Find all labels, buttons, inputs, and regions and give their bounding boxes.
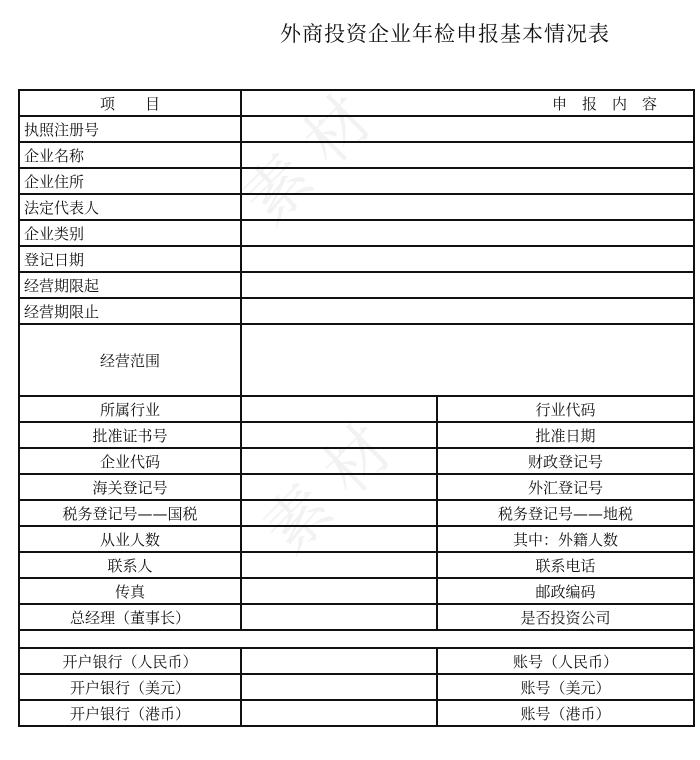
pair-right-label: 其中：外籍人数 xyxy=(437,526,694,552)
bank-input-cell[interactable] xyxy=(241,674,437,700)
pair-left-input-cell[interactable] xyxy=(241,552,437,578)
row-label: 企业住所 xyxy=(19,168,241,194)
row-label: 企业类别 xyxy=(19,220,241,246)
pair-left-input-cell[interactable] xyxy=(241,500,437,526)
table-row xyxy=(19,500,694,526)
value-input-cell[interactable] xyxy=(241,168,694,194)
header-item-cell: 项 目 xyxy=(19,90,241,116)
table-row xyxy=(19,526,694,552)
scope-input-cell[interactable] xyxy=(241,324,694,396)
table-row xyxy=(19,448,694,474)
pair-left-input-cell[interactable] xyxy=(241,526,437,552)
bank-right-label: 账号（港币） xyxy=(437,700,694,726)
pair-right-label: 邮政编码 xyxy=(437,578,694,604)
watermark: 素 材 xyxy=(229,81,388,239)
table-row xyxy=(19,396,694,422)
table-row xyxy=(19,272,694,298)
bank-input-cell[interactable] xyxy=(241,700,437,726)
bank-right-label: 账号（美元） xyxy=(437,674,694,700)
value-input-cell[interactable] xyxy=(241,272,694,298)
value-input-cell[interactable] xyxy=(241,220,694,246)
table-row xyxy=(19,298,694,324)
pair-right-label: 财政登记号 xyxy=(437,448,694,474)
table-row xyxy=(19,142,694,168)
form-title: 外商投资企业年检申报基本情况表 xyxy=(280,22,610,46)
pair-left-label: 所属行业 xyxy=(19,396,241,422)
table-row xyxy=(19,422,694,448)
pair-left-label: 传真 xyxy=(19,578,241,604)
table-header-row xyxy=(19,90,694,116)
bank-left-label: 开户银行（港币） xyxy=(19,700,241,726)
pair-left-input-cell[interactable] xyxy=(241,474,437,500)
pair-right-label: 税务登记号——地税 xyxy=(437,500,694,526)
pair-left-input-cell[interactable] xyxy=(241,578,437,604)
value-input-cell[interactable] xyxy=(241,142,694,168)
spacer-row xyxy=(19,630,694,648)
value-input-cell[interactable] xyxy=(241,246,694,272)
scope-row xyxy=(19,324,694,396)
table-row xyxy=(19,246,694,272)
spacer-cell xyxy=(19,630,694,648)
table-row xyxy=(19,604,694,630)
table-row xyxy=(19,220,694,246)
pair-left-label: 从业人数 xyxy=(19,526,241,552)
scope-label: 经营范围 xyxy=(19,324,241,396)
pair-left-label: 海关登记号 xyxy=(19,474,241,500)
header-content-cell: 申 报 内 容 xyxy=(241,90,694,116)
row-label: 经营期限起 xyxy=(19,272,241,298)
pair-right-label: 外汇登记号 xyxy=(437,474,694,500)
bank-row xyxy=(19,648,694,674)
table-row xyxy=(19,194,694,220)
row-label: 执照注册号 xyxy=(19,116,241,142)
pair-left-input-cell[interactable] xyxy=(241,448,437,474)
row-label: 经营期限止 xyxy=(19,298,241,324)
report-table xyxy=(18,89,695,727)
row-label: 企业名称 xyxy=(19,142,241,168)
pair-left-label: 联系人 xyxy=(19,552,241,578)
pair-left-input-cell[interactable] xyxy=(241,604,437,630)
bank-row xyxy=(19,700,694,726)
pair-left-input-cell[interactable] xyxy=(241,422,437,448)
value-input-cell[interactable] xyxy=(241,116,694,142)
table-row xyxy=(19,116,694,142)
bank-input-cell[interactable] xyxy=(241,648,437,674)
pair-left-label: 批准证书号 xyxy=(19,422,241,448)
pair-left-input-cell[interactable] xyxy=(241,396,437,422)
bank-left-label: 开户银行（美元） xyxy=(19,674,241,700)
value-input-cell[interactable] xyxy=(241,298,694,324)
pair-right-label: 联系电话 xyxy=(437,552,694,578)
table-row xyxy=(19,578,694,604)
bank-row xyxy=(19,674,694,700)
table-row xyxy=(19,552,694,578)
pair-right-label: 是否投资公司 xyxy=(437,604,694,630)
bank-right-label: 账号（人民币） xyxy=(437,648,694,674)
table-row xyxy=(19,474,694,500)
pair-right-label: 行业代码 xyxy=(437,396,694,422)
bank-left-label: 开户银行（人民币） xyxy=(19,648,241,674)
pair-right-label: 批准日期 xyxy=(437,422,694,448)
pair-left-label: 税务登记号——国税 xyxy=(19,500,241,526)
table-row xyxy=(19,168,694,194)
pair-left-label: 企业代码 xyxy=(19,448,241,474)
pair-left-label: 总经理（董事长） xyxy=(19,604,241,630)
row-label: 登记日期 xyxy=(19,246,241,272)
value-input-cell[interactable] xyxy=(241,194,694,220)
watermark: 素 材 xyxy=(249,411,408,569)
row-label: 法定代表人 xyxy=(19,194,241,220)
